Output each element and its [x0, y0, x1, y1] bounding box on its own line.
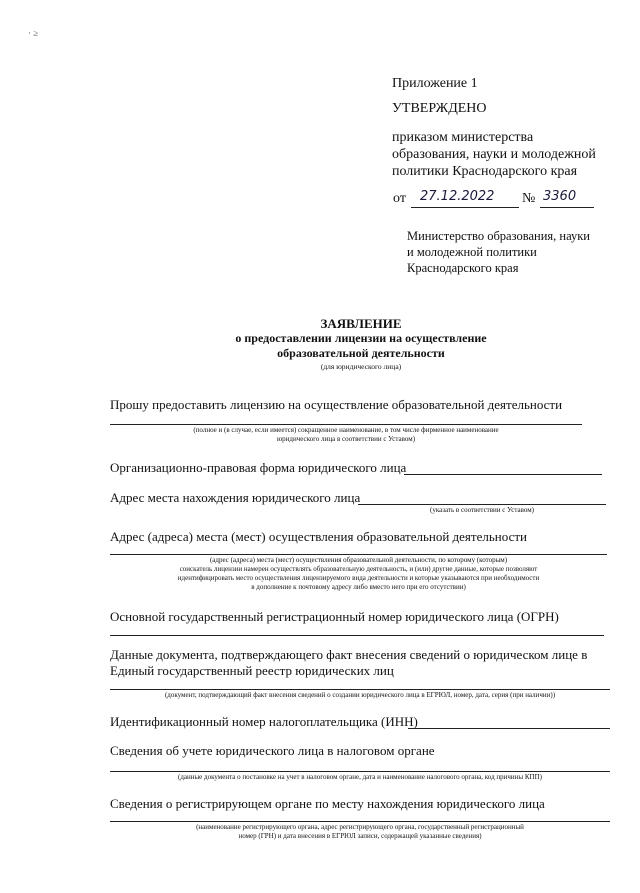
registrar-note-2: номер (ГРН) и дата внесения в ЕГРЮЛ записи, содержащей указанные сведения) — [238, 832, 482, 840]
activity-address-label: Адрес (адреса) места (мест) осуществления образовательной деятельности — [110, 529, 527, 544]
registrar-line[interactable] — [110, 821, 610, 822]
registrar-note-1: (наименование регистрирующего органа, адрес регистрирующего органа, государственный регистрационный — [196, 823, 524, 831]
addressee-line-3: Краснодарского края — [407, 261, 519, 275]
ogrn-line[interactable] — [110, 635, 604, 636]
appendix-label: Приложение 1 — [392, 76, 478, 91]
activity-address-line[interactable] — [110, 554, 607, 555]
number-underline — [540, 207, 594, 208]
request-note-1: (полное и (в случае, если имеется) сокращенное наименование, в том числе фирменное наименование — [193, 426, 499, 434]
address-line[interactable] — [358, 504, 606, 505]
registrar-label: Сведения о регистрирующем органе по месту нахождения юридического лица — [110, 796, 545, 811]
addressee-line-1: Министерство образования, науки — [407, 229, 590, 243]
egrul-line[interactable] — [110, 689, 610, 690]
request-label: Прошу предоставить лицензию на осуществление образовательной деятельности — [110, 397, 563, 412]
tax-label: Сведения об учете юридического лица в налоговом органе — [110, 743, 435, 758]
activity-address-note-1: (адрес (адреса) места (мест) осуществления образовательной деятельности, по которому (которым) — [209, 556, 508, 564]
title-line-2: о предоставлении лицензии на осуществление — [235, 331, 487, 345]
title-line-3: образовательной деятельности — [277, 346, 445, 360]
address-note: (указать в соответствии с Уставом) — [430, 506, 534, 514]
egrul-label-1: Данные документа, подтверждающего факт внесения сведений о юридическом лице в — [110, 647, 588, 662]
title-subtitle: (для юридического лица) — [320, 362, 402, 371]
order-line-2: образования, науки и молодежной — [392, 147, 596, 162]
scan-mark: · ≥ — [28, 28, 39, 38]
ogrn-label: Основной государственный регистрационный номер юридического лица (ОГРН) — [110, 609, 559, 624]
activity-address-note-4: в дополнение к почтовому адресу либо вместо него при его отсутствии) — [251, 583, 466, 591]
order-line-3: политики Краснодарского края — [392, 164, 578, 179]
legal-form-line[interactable] — [404, 474, 602, 475]
approved-label: УТВЕРЖДЕНО — [392, 101, 487, 116]
order-number: 3360 — [543, 189, 577, 204]
legal-form-label: Организационно-правовая форма юридического лица — [110, 460, 407, 475]
addressee-line-2: и молодежной политики — [407, 245, 537, 259]
inn-label: Идентификационный номер налогоплательщика (ИНН) — [110, 714, 418, 729]
document-title: ЗАЯВЛЕНИЕ — [320, 316, 402, 331]
date-prefix: от — [393, 191, 406, 206]
egrul-note: (документ, подтверждающий факт внесения сведений о создании юридического лица в ЕГРЮЛ, номер, дата, серия (при наличии)) — [164, 691, 556, 699]
tax-note: (данные документа о постановке на учет в налоговом органе, дата и наименование налогового органа, код причины КПП) — [177, 773, 542, 781]
address-label: Адрес места нахождения юридического лица — [110, 490, 361, 505]
date-underline — [411, 207, 519, 208]
request-line[interactable] — [110, 424, 582, 425]
activity-address-note-3: идентифицировать место осуществления лицензируемого вида деятельности и которые указываются при необходимости — [177, 574, 540, 582]
number-sign: № — [522, 191, 536, 206]
activity-address-note-2: соискатель лицензии намерен осуществлять образовательную деятельность, и (или) другие данные, которые позволяют — [179, 565, 538, 573]
tax-line[interactable] — [110, 771, 610, 772]
inn-line[interactable] — [408, 728, 610, 729]
order-date: 27.12.2022 — [420, 189, 495, 204]
order-line-1: приказом министерства — [392, 130, 534, 145]
egrul-label-2: Единый государственный реестр юридических лиц — [110, 663, 394, 678]
request-note-2: юридического лица в соответствии с Уставом) — [276, 435, 416, 443]
